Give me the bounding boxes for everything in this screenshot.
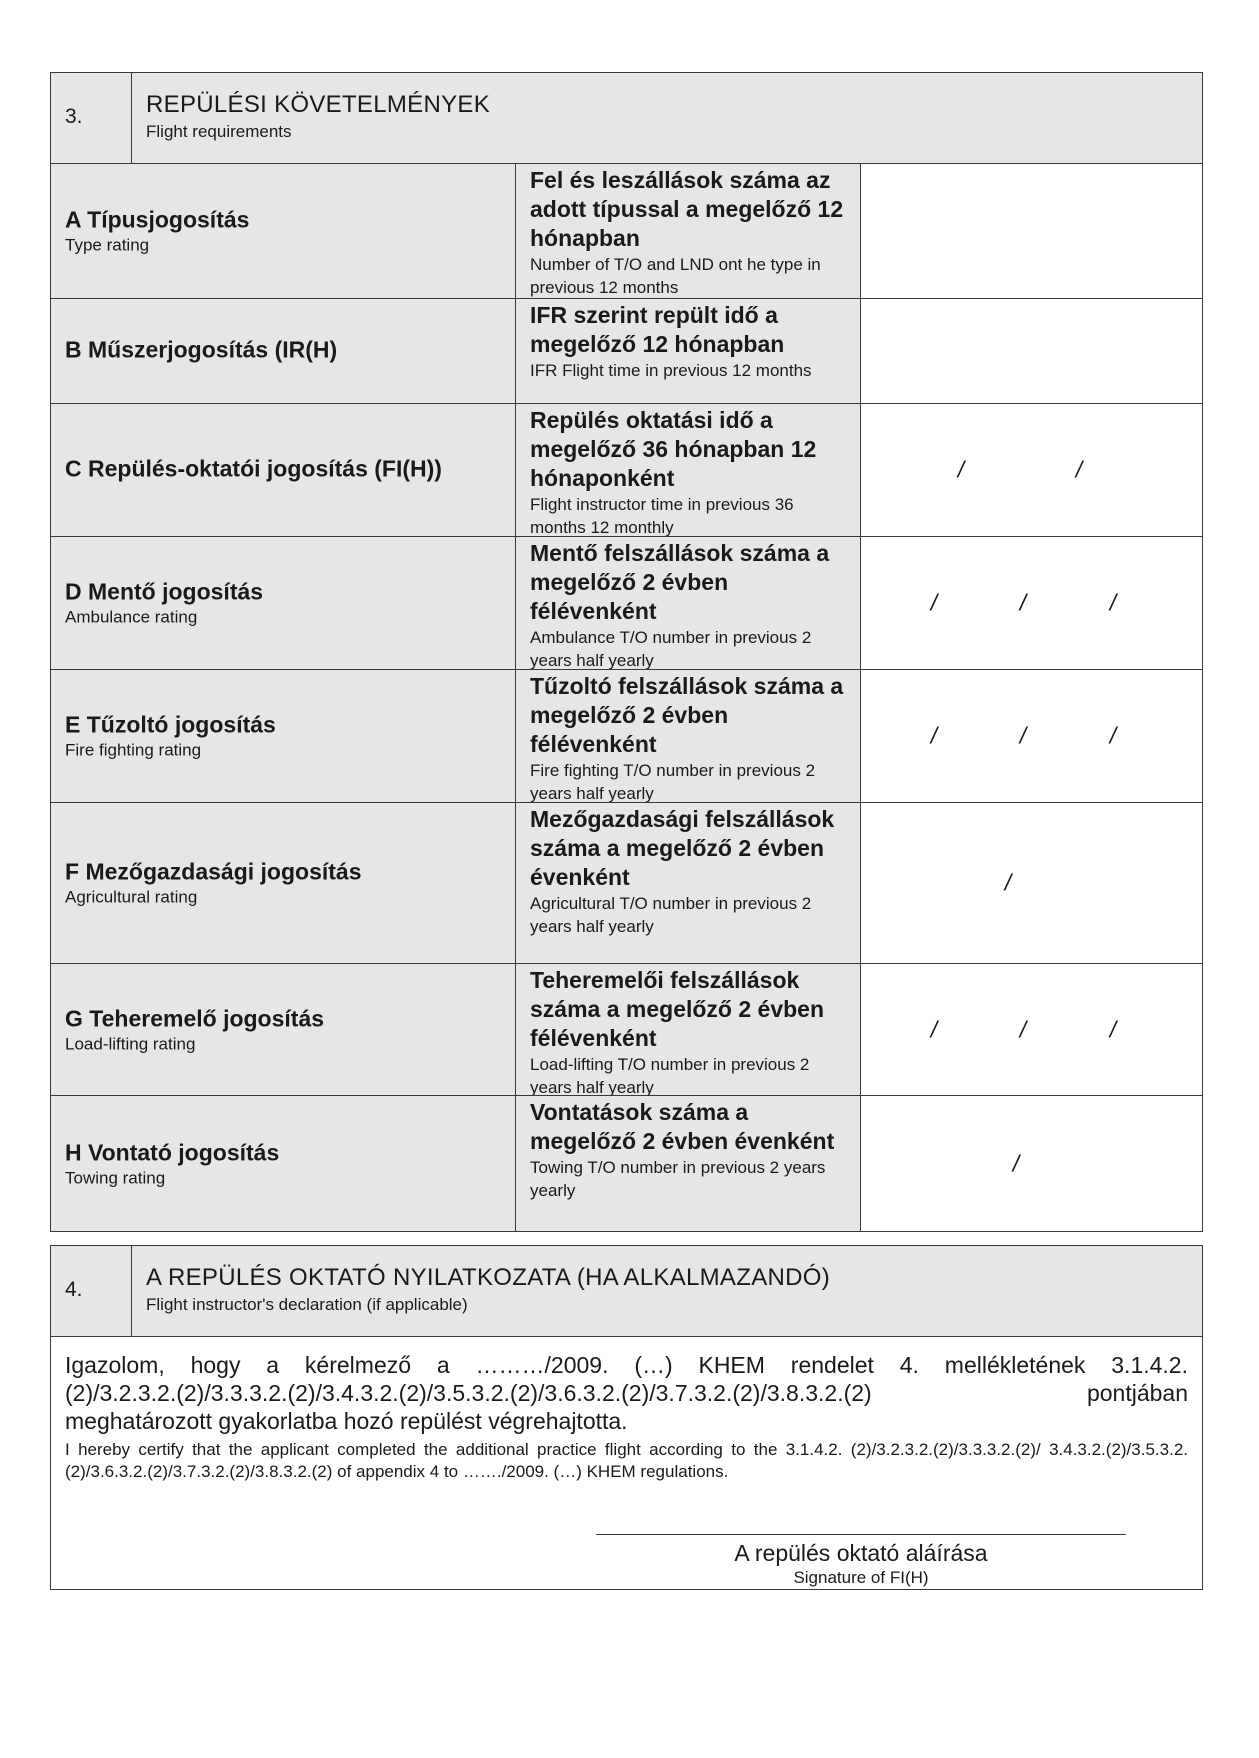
slash-separator: / (930, 589, 938, 616)
value-entry-cell[interactable] (861, 299, 1202, 403)
slash-separator: / (1012, 1150, 1020, 1176)
value-entry-cell[interactable] (861, 537, 1202, 669)
requirement-en: Flight instructor time in previous 36 months 12 monthly (530, 495, 794, 536)
signature-label-hu: A repülés oktató aláírása (734, 1540, 988, 1566)
rating-label-hu: B Műszerjogosítás (IR(H) (65, 336, 338, 363)
requirement-en: Agricultural T/O number in previous 2 years half yearly (530, 894, 812, 936)
rating-label-hu: A Típusjogosítás (65, 206, 250, 233)
rating-label-en: Load-lifting rating (65, 1034, 196, 1053)
rating-label-hu: H Vontató jogosítás (65, 1139, 280, 1165)
value-entry-cell[interactable] (861, 404, 1202, 536)
rating-cell (51, 803, 516, 963)
declaration-text (65, 1351, 1188, 1483)
value-entry-cell[interactable] (861, 164, 1202, 298)
requirement-row (51, 536, 1202, 669)
requirement-hu: Mezőgazdasági felszállások száma a megelőző 2 évben évenként (530, 806, 835, 890)
requirement-en: Towing T/O number in previous 2 years yearly (530, 1158, 826, 1200)
section-title-en: Flight instructor's declaration (if applicable) (146, 1295, 468, 1314)
declaration-text-en: I hereby certify that the applicant completed the additional practice flight according to the 3.1.4.2. (2)/3.2.3.2.(2)/3.3.3.2.(2)/ 3.4.3.2.(2)/3.5.3.2.(2)/3.6.3.2.(2)/3.7.3.2.(2)/3.8.3.2.(2) of appendix 4 to ……./2009. (…) KHEM regulations. (65, 1440, 1188, 1481)
rating-label-en: Fire fighting rating (65, 740, 202, 760)
section-title-hu: REPÜLÉSI KÖVETELMÉNYEK (146, 91, 491, 118)
slash-separator: / (1019, 589, 1027, 616)
rating-label-en: Type rating (65, 235, 150, 255)
rating-label-hu: E Tűzoltó jogosítás (65, 711, 276, 738)
requirement-hu: Tűzoltó felszállások száma a megelőző 2 évben félévenként (530, 673, 844, 757)
rating-cell (51, 299, 516, 403)
slash-separator: / (1019, 722, 1027, 749)
rating-label-en: Ambulance rating (65, 607, 198, 627)
requirement-cell (516, 404, 861, 536)
requirement-cell (516, 299, 861, 403)
section-3-header (51, 73, 1202, 164)
slash-separator: / (1109, 1016, 1117, 1042)
signature-line[interactable] (596, 1534, 1126, 1535)
requirement-row (51, 669, 1202, 802)
requirement-hu: IFR szerint repült idő a megelőző 12 hónapban (530, 302, 785, 357)
signature-label-en: Signature of FI(H) (793, 1568, 929, 1587)
rating-cell (51, 1096, 516, 1231)
requirement-hu: Repülés oktatási idő a megelőző 36 hónapban 12 hónaponként (530, 407, 817, 491)
value-entry-cell[interactable] (861, 670, 1202, 802)
rating-label-hu: D Mentő jogosítás (65, 578, 264, 605)
requirement-en: IFR Flight time in previous 12 months (530, 361, 812, 380)
section-title-en: Flight requirements (146, 122, 292, 141)
section-3-flight-requirements (50, 72, 1203, 1232)
rating-cell (51, 537, 516, 669)
requirement-en: Load-lifting T/O number in previous 2 years half yearly (530, 1055, 810, 1095)
rating-label-hu: F Mezőgazdasági jogosítás (65, 858, 362, 885)
slash-separator: / (930, 722, 938, 749)
requirement-cell (516, 964, 861, 1095)
rating-cell (51, 670, 516, 802)
value-entry-cell[interactable] (861, 964, 1202, 1095)
requirement-en: Ambulance T/O number in previous 2 years half yearly (530, 628, 812, 669)
declaration-text-hu-line2: (2)/3.2.3.2.(2)/3.3.3.2.(2)/3.4.3.2.(2)/3.5.3.2.(2)/3.6.3.2.(2)/3.7.3.2.(2)/3.8.3.2.(2) pontjában (65, 1380, 1188, 1406)
slash-separator: / (1109, 589, 1117, 616)
requirement-cell (516, 1096, 861, 1231)
rating-cell (51, 964, 516, 1095)
section-4-header (51, 1246, 1202, 1337)
declaration-text-hu-line3: meghatározott gyakorlatba hozó repülést végrehajtotta. (65, 1408, 628, 1434)
requirement-cell (516, 164, 861, 298)
requirement-row (51, 403, 1202, 536)
requirement-cell (516, 670, 861, 802)
rating-label-hu: G Teheremelő jogosítás (65, 1005, 325, 1031)
rating-label-en: Towing rating (65, 1168, 166, 1187)
section-number: 3. (51, 73, 132, 163)
section-number: 4. (51, 1246, 132, 1336)
requirement-cell (516, 537, 861, 669)
slash-separator: / (930, 1016, 938, 1042)
requirement-row (51, 298, 1202, 403)
rating-cell (51, 404, 516, 536)
requirement-hu: Fel és leszállások száma az adott típussal a megelőző 12 hónapban (530, 167, 844, 251)
slash-separator: / (1109, 722, 1117, 749)
requirement-en: Fire fighting T/O number in previous 2 years half yearly (530, 761, 816, 802)
requirement-row (51, 1095, 1202, 1231)
section-title-hu: A REPÜLÉS OKTATÓ NYILATKOZATA (HA ALKALMAZANDÓ) (146, 1264, 831, 1291)
slash-separator: / (1019, 1016, 1027, 1042)
rating-label-en: Agricultural rating (65, 887, 198, 907)
rating-cell (51, 164, 516, 298)
requirement-row (51, 963, 1202, 1095)
requirement-hu: Teheremelői felszállások száma a megelőző 2 évben félévenként (530, 967, 825, 1051)
slash-separator: / (1075, 456, 1083, 483)
rating-label-hu: C Repülés-oktatói jogosítás (FI(H)) (65, 455, 442, 482)
value-entry-cell[interactable] (861, 803, 1202, 963)
requirement-en: Number of T/O and LND ont he type in previous 12 months (530, 255, 821, 297)
value-entry-cell[interactable] (861, 1096, 1202, 1231)
requirement-row (51, 164, 1202, 298)
slash-separator: / (1004, 869, 1012, 896)
section-4-instructor-declaration (50, 1245, 1203, 1590)
requirement-cell (516, 803, 861, 963)
requirement-hu: Vontatások száma a megelőző 2 évben évenként (530, 1099, 835, 1154)
requirement-row (51, 802, 1202, 963)
requirement-hu: Mentő felszállások száma a megelőző 2 évben félévenként (530, 540, 830, 624)
slash-separator: / (957, 456, 965, 483)
declaration-text-hu-line1: Igazolom, hogy a kérelmező a ………/2009. (…) KHEM rendelet 4. mellékletének 3.1.4.2. (65, 1352, 1188, 1378)
